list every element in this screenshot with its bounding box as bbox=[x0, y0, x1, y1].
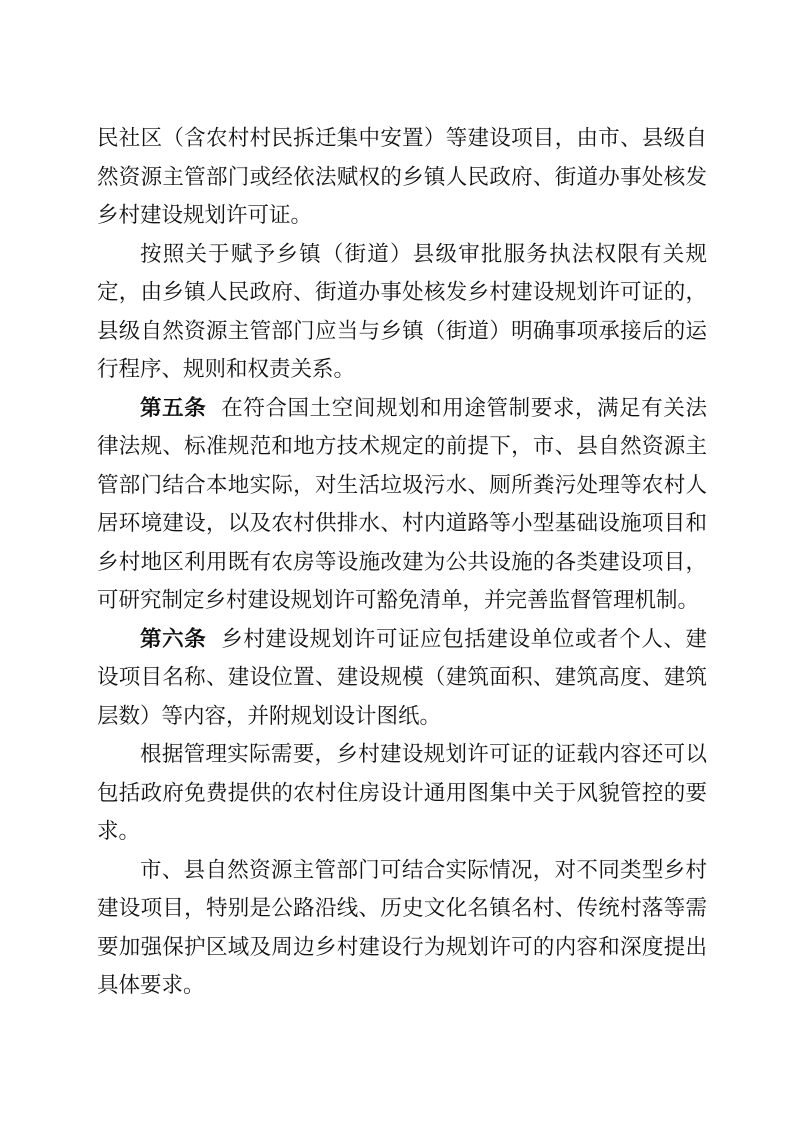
document-body bbox=[97, 120, 707, 1006]
paragraph-text: 民社区（含农村村民拆迁集中安置）等建设项目，由市、县级自然资源主管部门或经依法赋权的乡镇人民政府、街道办事处核发乡村建设规划许可证。 bbox=[97, 126, 707, 228]
paragraph-text: 按照关于赋予乡镇（街道）县级审批服务执法权限有关规定，由乡镇人民政府、街道办事处核发乡村建设规划许可证的，县级自然资源主管部门应当与乡镇（街道）明确事项承接后的运行程序、规则和权责关系。 bbox=[97, 241, 707, 382]
paragraph-6 bbox=[97, 852, 707, 1006]
paragraph-2 bbox=[97, 236, 707, 390]
paragraph-text: 在符合国土空间规划和用途管制要求，满足有关法律法规、标准规范和地方技术规定的前提下，市、县自然资源主管部门结合本地实际，对生活垃圾污水、厕所粪污处理等农村人居环境建设，以及农村供排水、村内道路等小型基础设施项目和乡村地区利用既有农房等设施改建为公共设施的各类建设项目，可研究制定乡村建设规划许可豁免清单，并完善监督管理机制。 bbox=[97, 395, 707, 613]
paragraph-text: 根据管理实际需要，乡村建设规划许可证的证载内容还可以包括政府免费提供的农村住房设计通用图集中关于风貌管控的要求。 bbox=[97, 742, 707, 844]
article-number: 第五条 bbox=[140, 395, 207, 421]
paragraph-text: 市、县自然资源主管部门可结合实际情况，对不同类型乡村建设项目，特别是公路沿线、历史文化名镇名村、传统村落等需要加强保护区域及周边乡村建设行为规划许可的内容和深度提出具体要求。 bbox=[97, 857, 707, 998]
paragraph-1 bbox=[97, 120, 707, 236]
paragraph-5 bbox=[97, 736, 707, 852]
article-5-paragraph bbox=[97, 390, 707, 621]
article-number: 第六条 bbox=[140, 626, 207, 652]
article-6-paragraph bbox=[97, 621, 707, 737]
paragraph-text: 乡村建设规划许可证应包括建设单位或者个人、建设项目名称、建设位置、建设规模（建筑面积、建筑高度、建筑层数）等内容，并附规划设计图纸。 bbox=[97, 626, 707, 729]
